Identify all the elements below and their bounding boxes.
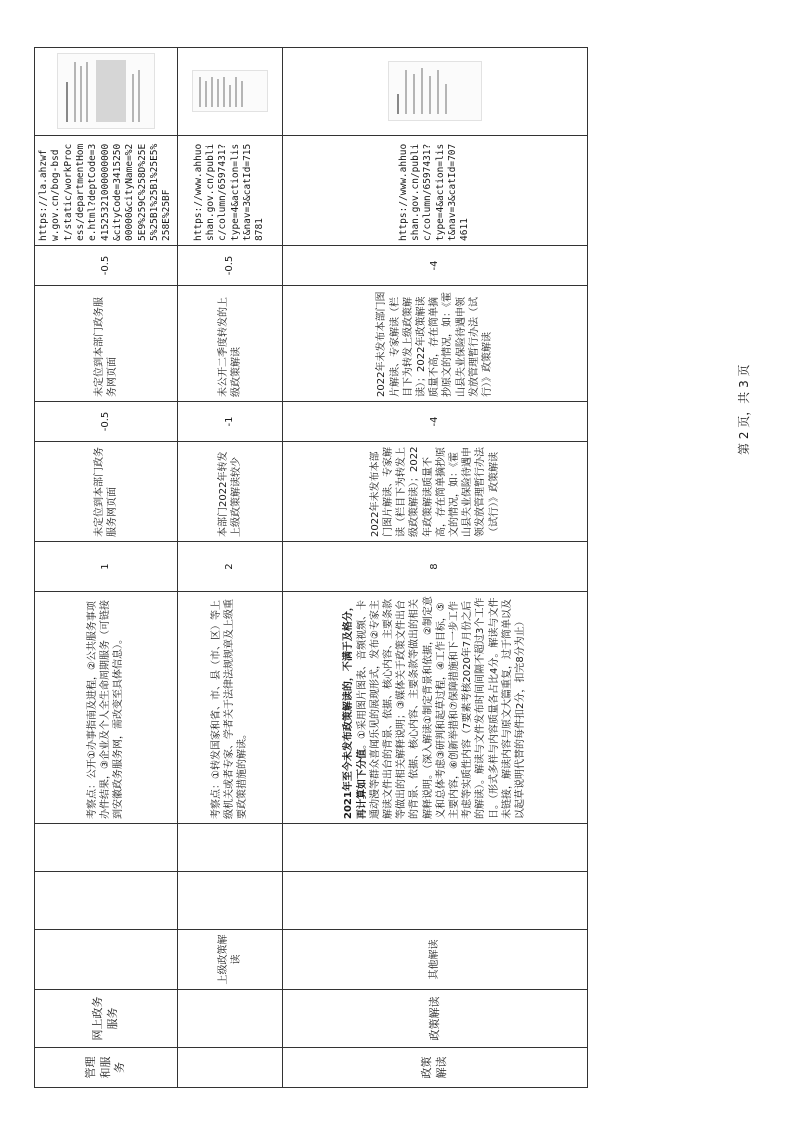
category-cell: 管理和服务	[35, 1048, 178, 1088]
criteria-bold-text: 2021年至今未发布政策解读的，不满于及格分，再计算如下分值	[343, 601, 368, 819]
table-row	[282, 48, 587, 1088]
final-deduct-cell: -4	[282, 246, 587, 286]
criteria-cell: 考察点：①转发国家和省、市、县（市、区）等上级机关或者专家、学者关于法律法规规章及上级重要政策措施的解读。	[177, 592, 282, 824]
empty-cell	[177, 824, 282, 872]
final-deduct-cell: -0.5	[177, 246, 282, 286]
screenshot-cell	[282, 48, 587, 136]
evaluation-table	[34, 47, 588, 1088]
problem-cell: 2022年未发布本部门图片解读、专家解读（栏目下为转发上级政策解读）；2022年政策解读质量不高，存在简单摘抄原文的情况，如：《霍山县失业保险待遇申领发放管理暂行办法（试行）》政策解读	[282, 442, 587, 542]
problem-cell: 本部门2022年转发上级政策解读较少	[177, 442, 282, 542]
item-cell: 上级政策解读	[177, 930, 282, 990]
subcategory-cell: 政策解读	[282, 990, 587, 1048]
category-cell: 政策解读	[282, 1048, 587, 1088]
item-cell: 其他解读	[282, 930, 587, 990]
evaluation-table-rotated	[34, 48, 584, 1088]
screenshot-thumbnail	[388, 62, 482, 122]
deduct-cell: -0.5	[35, 402, 178, 442]
empty-cell	[282, 872, 587, 930]
criteria-cell	[282, 592, 587, 824]
deduct-cell: -1	[177, 402, 282, 442]
screenshot-cell	[177, 48, 282, 136]
table-row	[177, 48, 282, 1088]
subcategory-cell: 网上政务服务	[35, 990, 178, 1048]
url-cell[interactable]: https://la.ahzwfw.gov.cn/bog-bsdt/static/workProcess/departmentHome.html?deptCode=341525321000000000&cityCode=341525000000&cityName=%25E9%259C%258D%25E5%25B1%25B1%25E5%258E%25BF	[35, 136, 178, 246]
screenshot-thumbnail	[57, 54, 155, 130]
empty-cell	[35, 824, 178, 872]
page-number: 第 2 页，共 3 页	[737, 364, 751, 455]
page-footer	[735, 364, 755, 715]
empty-cell	[35, 872, 178, 930]
criteria-cell: 考察点：公开①办事指南及进程，②公共服务事项办件结果，③企业及个人全生命周期服务（可链接到安徽政务服务网，需改变至具体信息）。	[35, 592, 178, 824]
rectify-cell: 2022年未发布本部门图片解读、专家解读（栏目下为转发上级政策解读）；2022年政策解读质量不高，存在简单摘抄原文的情况，如：《霍山县失业保险待遇申领发放管理暂行办法（试行）》政策解读	[282, 286, 587, 402]
problem-cell: 未定位到本部门政务服务网页面	[35, 442, 178, 542]
screenshot-cell	[35, 48, 178, 136]
deduct-cell: -4	[282, 402, 587, 442]
url-cell[interactable]: https://www.ahhuoshan.gov.cn/public/column/6597431?type=4&action=list&nav=3&catId=7074611	[282, 136, 587, 246]
subcategory-cell	[177, 990, 282, 1048]
criteria-text: 。①采用图片图表、音频视频、卡通动漫等群众喜闻乐见的展现形式，发布②专家主解读文件出台的背景、依据、核心内容、主要条款等做出的相关解释说明；③媒体关于政策文件出台的背景、依据、核心内容、主要条款等做出的相关解释说明。（深入解读①制定背景和依据，②制定意义和总体考虑③研判和起草过程，④工作目标，⑤主要内容，⑥创新举措和⑦保障措施和下一步工作考虑等实质性内容（7要素考核2020年7月份之后的解读）。解读与文件发布时间间隔不超过3个工作日。（形式多样与内容质量各占比4分。解读与文件未链接，解读内容与原文大篇重复，过于简单以及以起草说明代替的每件扣2分，扣完8分为止）	[356, 596, 526, 819]
rectify-cell: 未公开二季度转发的上级政策解读	[177, 286, 282, 402]
table-row	[35, 48, 178, 1088]
points-cell: 1	[35, 542, 178, 592]
rectify-cell: 未定位到本部门政务服务网页面	[35, 286, 178, 402]
empty-cell	[282, 824, 587, 872]
empty-cell	[177, 872, 282, 930]
screenshot-thumbnail	[192, 71, 268, 113]
item-cell	[35, 930, 178, 990]
url-cell[interactable]: https://www.ahhuoshan.gov.cn/public/column/6597431?type=4&action=list&nav=3&catId=7158781	[177, 136, 282, 246]
points-cell: 2	[177, 542, 282, 592]
points-cell: 8	[282, 542, 587, 592]
category-cell	[177, 1048, 282, 1088]
final-deduct-cell: -0.5	[35, 246, 178, 286]
